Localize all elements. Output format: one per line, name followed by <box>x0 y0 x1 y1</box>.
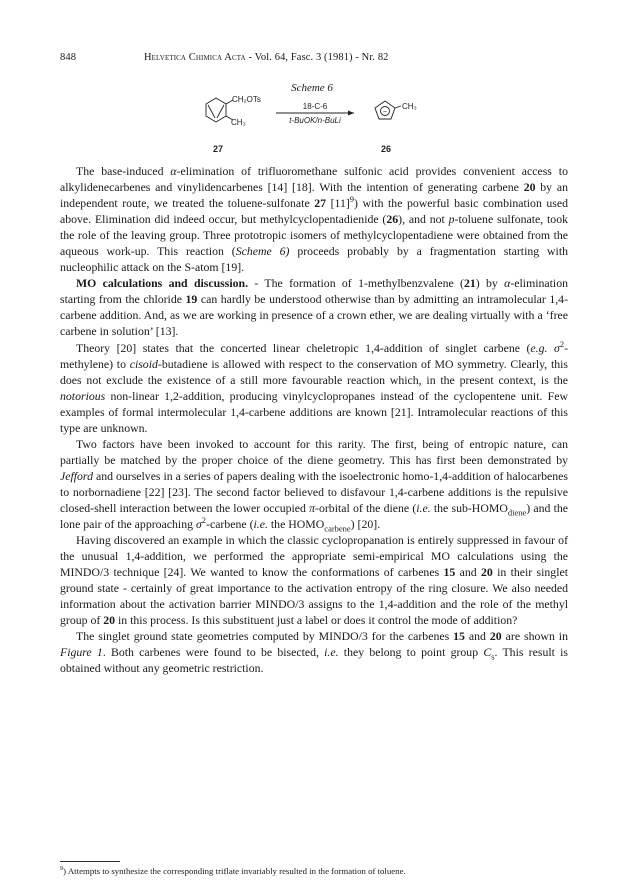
text-segment: 26 <box>386 212 399 227</box>
text-segment: cisoid <box>129 356 158 371</box>
text-segment: 2 <box>559 338 565 349</box>
text-segment: i.e. <box>324 645 339 660</box>
text-segment: diene <box>507 507 527 518</box>
text-segment: α <box>170 164 177 178</box>
text-segment: σ <box>553 340 560 355</box>
text-segment: 20 <box>489 629 502 644</box>
reagent-above: 18-C-6 <box>302 102 328 111</box>
text-segment: the HOMO <box>267 517 325 532</box>
text-segment: MO calculations and discussion. <box>76 276 249 291</box>
text-segment: π <box>309 500 316 515</box>
text-segment: -elimination starting from the chloride <box>60 276 569 307</box>
text-segment: the sub-HOMO <box>430 500 508 515</box>
text-segment: s <box>491 651 495 662</box>
text-segment: i.e. <box>416 500 431 515</box>
text-segment: [11] <box>326 196 350 211</box>
reactant-group-top: CH₂OTs <box>232 95 261 104</box>
text-segment: ) and the lone pair of the approaching <box>60 500 568 532</box>
paragraph-p5 <box>60 532 568 628</box>
text-segment: they belong to point group <box>338 645 484 660</box>
text-segment: 15 <box>443 565 456 580</box>
text-segment: 9 <box>349 194 355 205</box>
text-segment: -toluene sulfonate, took the role of the leaving group. Three prototropic isomers of methylcyclopentadiene were obtained from the aqueous work-up. This reaction ( <box>60 212 568 259</box>
journal-citation: - Vol. 64, Fasc. 3 (1981) - Nr. 82 <box>245 52 389 63</box>
text-segment: p <box>448 212 455 227</box>
reactant-group-bottom: CH₃ <box>231 118 246 127</box>
text-segment: The base-induced <box>76 164 171 178</box>
text-segment: Having discovered an example in which the classic cyclopropanation is entirely suppressed in favour of the unusual 1,4-addition, we performed the appropriate semi-empirical MO calculations using the MINDO/3 technique [24]. We wanted to know the conformations of carbenes <box>60 533 568 580</box>
text-segment: -elimination of trifluoromethane sulfonic acid provides convenient access to alkylidenecarbenes and vinylidencarbenes [14] [18]. With the intention of generating carbene <box>60 164 568 195</box>
text-segment: . Both carbenes were found to be bisected, <box>102 645 325 660</box>
paragraph-p1 <box>60 163 568 275</box>
product-group: CH₃ <box>402 102 417 111</box>
text-segment: Theory [20] states that the concerted linear cheletropic 1,4-addition of singlet carbene ( <box>76 340 531 355</box>
text-segment: can hardly be understood otherwise than by admitting an intramolecular 1,4-carbene addition. And, as we are working in presence of a crown ether, we are dealing virtually with a ‘free carbene in solution’ [13]. <box>60 292 568 339</box>
body-text <box>60 163 568 677</box>
text-segment: α <box>504 276 511 291</box>
text-segment: 20 <box>480 565 493 580</box>
text-segment: 2 <box>201 515 207 526</box>
paragraph-p4 <box>60 436 568 532</box>
footnote-text: Attempts to synthesize the corresponding triflate invariably resulted in the formation of toluene. <box>67 866 406 876</box>
journal-name: Helvetica Chimica Acta <box>144 52 246 63</box>
scheme-title: Scheme 6 <box>291 82 333 94</box>
reagent-below: t-BuOK/n-BuLi <box>289 116 341 125</box>
text-segment: 21 <box>463 276 476 291</box>
text-segment: Scheme 6) <box>235 244 290 259</box>
text-segment: are shown in <box>501 629 568 644</box>
paragraph-p3 <box>60 340 568 436</box>
text-segment: and <box>464 629 490 644</box>
text-segment: 15 <box>453 629 465 644</box>
text-segment: ), and not <box>398 212 449 227</box>
text-segment: The singlet ground state geometries computed by MINDO/3 for the carbenes <box>76 629 454 644</box>
text-segment: Figure 1 <box>60 645 103 660</box>
text-segment: -carbene ( <box>206 517 254 532</box>
text-segment: and ourselves in a series of papers dealing with the isoelectronic homo-1,4-addition of halocarbenes to norbornadiene [22] [23]. The second factor believed to disfavour 1,4-carbene additions is the repulsive closed-shell interaction between the lower occupied <box>60 468 568 515</box>
product-structure <box>375 101 401 119</box>
text-segment: -butadiene is allowed with respect to the conservation of MO symmetry. Clearly, this does not exclude the existence of a still more favourable reaction which, in the present context, is the <box>60 356 569 387</box>
text-segment: i.e. <box>253 517 268 532</box>
scheme-6-diagram <box>190 92 430 158</box>
text-segment: -methylene) to <box>60 340 568 371</box>
text-segment: σ <box>195 517 202 532</box>
text-segment: non-linear 1,2-addition, producing vinylcyclopropanes instead of the cyclopentene unit. Few examples of formal intermolecular 1,4-carbene additions are known [21]. Intramolecular reactions of this type are unknown. <box>60 388 568 435</box>
text-segment: Jefford <box>60 468 93 483</box>
text-segment: . This result is obtained without any geometric restriction. <box>60 645 568 676</box>
running-head <box>144 52 389 63</box>
footnote: $^9$) Attempts to synthesize the corresponding triflate invariably resulted in the formation of toluene. <box>60 865 406 876</box>
text-segment: notorious <box>60 388 106 403</box>
text-segment: 20 <box>103 613 116 628</box>
text-segment: ) with the powerful basic combination used above. Elimination did indeed occur, but methylcyclopentadienide ( <box>60 196 569 227</box>
page-header <box>60 52 568 68</box>
text-segment: -orbital of the diene ( <box>315 500 417 515</box>
text-segment: proceeds probably by a fragmentation starting with nucleophilic attack on the S-atom [19]. <box>60 244 568 275</box>
text-segment: 20 <box>523 180 536 195</box>
text-segment: in this process. Is this substituent just a label or does it control the mode of addition? <box>115 613 518 628</box>
text-segment: 27 <box>314 196 327 211</box>
footnote-marker: 9 <box>60 865 64 873</box>
text-segment: Two factors have been invoked to account for this rarity. The first, being of entropic nature, can partially be matched by the proper choice of the diene geometry. This has first been demonstrated by <box>60 436 568 467</box>
text-segment: and <box>455 565 481 580</box>
text-segment: by an independent route, we treated the toluene-sulfonate <box>60 180 568 211</box>
text-segment: carbene <box>324 523 351 534</box>
reactant-structure <box>206 98 233 122</box>
paragraph-p2 <box>60 275 568 339</box>
text-segment: ) by <box>475 276 505 291</box>
arrow-head <box>348 111 354 116</box>
reactant-number: 27 <box>212 144 224 154</box>
text-segment: ) [20]. <box>350 517 381 532</box>
text-segment: e.g. <box>530 340 548 355</box>
footnote-rule <box>60 861 120 862</box>
text-segment: - The formation of 1-methylbenzvalene ( <box>248 276 464 291</box>
page-number: 848 <box>60 52 77 63</box>
text-segment: 19 <box>185 292 198 307</box>
text-segment: C <box>483 645 492 660</box>
anion-charge-icon: − <box>382 108 388 116</box>
product-number: 26 <box>380 144 392 154</box>
text-segment: in their singlet ground state - certainly of great importance to the activation entropy of the ring closure. We also needed information about the activation barrier MINDO/3 assigns to the 1,4-addition and the role of the methyl group of <box>60 565 568 628</box>
paragraph-p6 <box>60 628 568 676</box>
